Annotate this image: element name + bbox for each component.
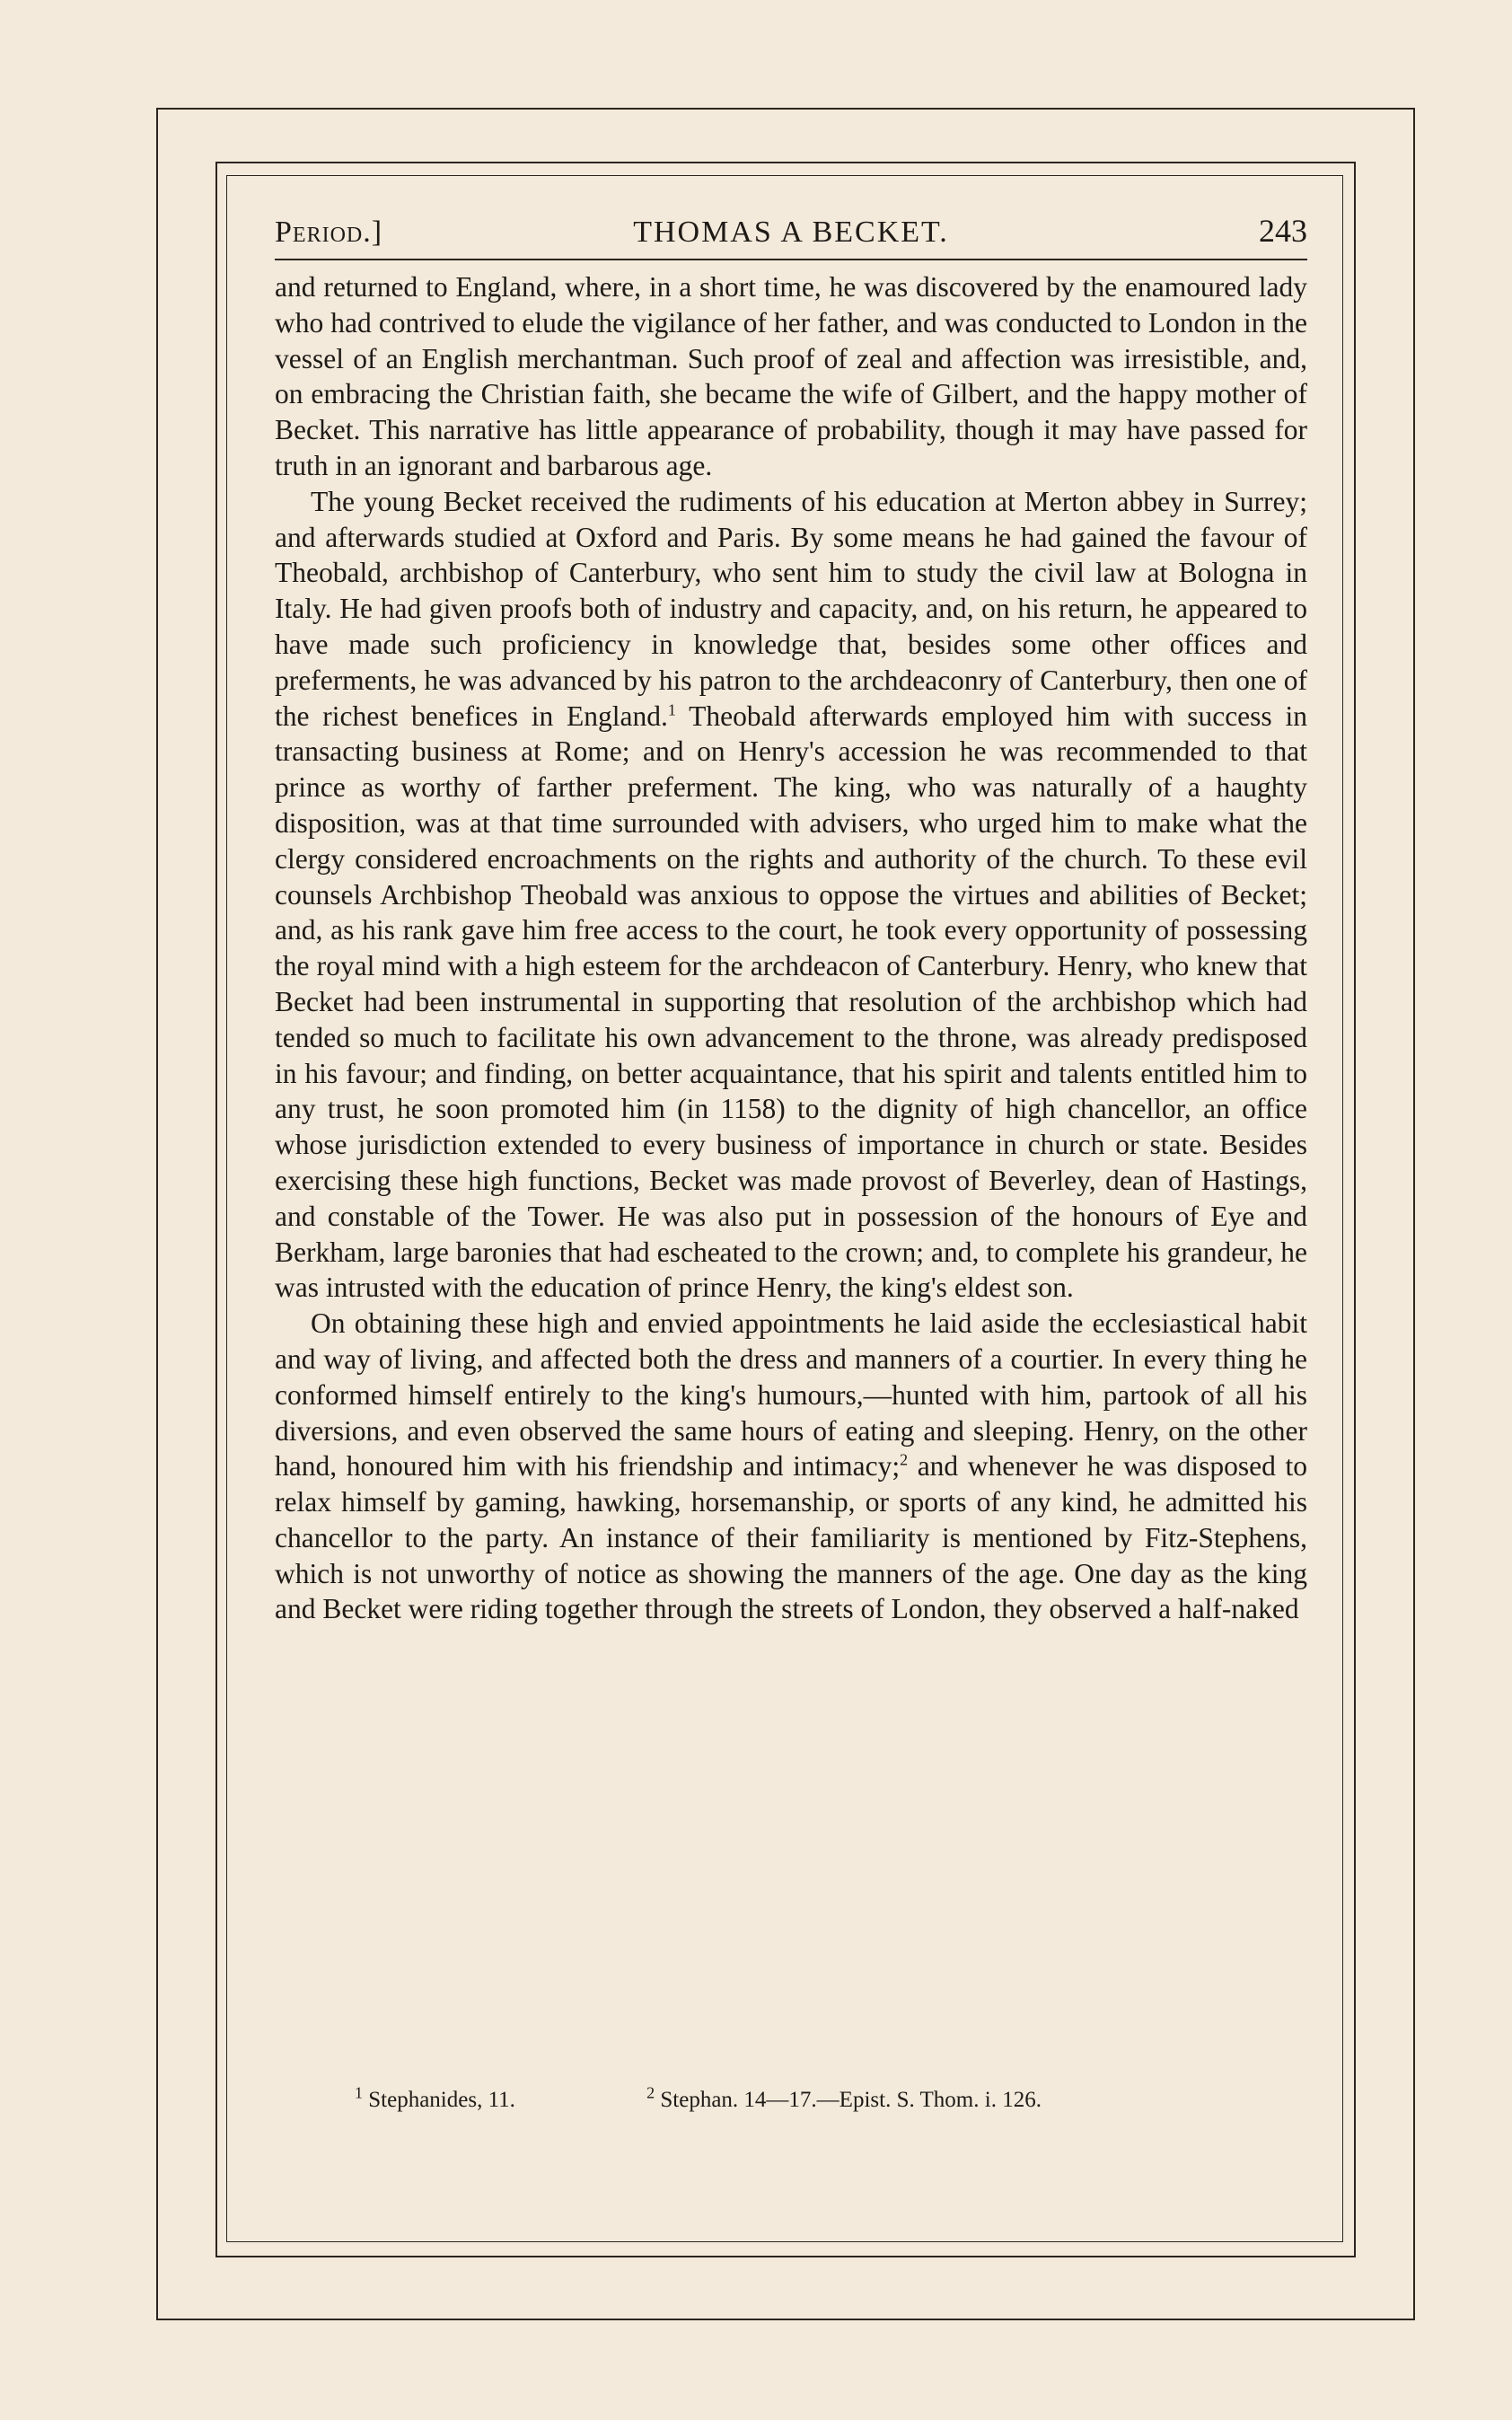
paragraph-text: and whenever he was disposed to relax himself by gaming, hawking, horsemanship, or sports of any kind, he admitted his chancellor to the party. An instance of their familiarity is mentioned by Fitz-Stephens, which is not unworthy of notice as showing the manners of the age. One day as the king and Becket were riding together through the streets of London, they observed a half-naked [275, 1450, 1308, 1625]
header-section: Period.] [275, 216, 383, 249]
footnotes [355, 2083, 1342, 2113]
paragraph [275, 269, 1307, 484]
footnote [646, 2083, 1042, 2113]
paragraph [275, 484, 1307, 1306]
paragraph-text: On obtaining these high and envied appointments he laid aside the ecclesiastical habit and way of living, and affected both the dress and manners of a courtier. In every thing he conformed himself entirely to the king's humours,—hunted with him, partook of all his diversions, and even observed the same hours of eating and sleeping. Henry, on the other hand, honoured him with his friendship and intimacy; [275, 1307, 1307, 1483]
footnote-ref: 1 [667, 700, 676, 719]
footnote [355, 2083, 515, 2113]
footnote-text: Stephanides, 11. [368, 2088, 515, 2112]
paragraph [275, 1306, 1307, 1627]
footnote-text: Stephan. 14—17.—Epist. S. Thom. i. 126. [660, 2088, 1042, 2112]
paragraph-text: and returned to England, where, in a short time, he was discovered by the enamoured lady who had contrived to elude the vigilance of her father, and was conducted to London in the vessel of an English merchantman. Such proof of zeal and affection was irresistible, and, on embracing the Christian faith, she became the wife of Gilbert, and the happy mother of Becket. This narrative has little appearance of probability, though it may have passed for truth in an ignorant and barbarous age. [275, 271, 1307, 481]
page-number: 243 [1259, 213, 1307, 249]
paragraph-text: Theobald afterwards employed him with success in transacting business at Rome; and on Henry's accession he was recommended to that prince as worthy of farther preferment. The king, who was naturally of a haughty disposition, was at that time surrounded with advisers, who urged him to make what the clergy considered encroachments on the rights and authority of the church. To these evil counsels Archbishop Theobald was anxious to oppose the virtues and abilities of Becket; and, as his rank gave him free access to the court, he took every opportunity of possessing the royal mind with a high esteem for the archdeacon of Canterbury. Henry, who knew that Becket had been instrumental in supporting that resolution of the archbishop which had tended so much to facilitate his own advancement to the throne, was already predisposed in his favour; and finding, on better acquaintance, that his spirit and talents entitled him to any trust, he soon promoted him (in 1158) to the dignity of high chancellor, an office whose jurisdiction extended to every business of importance in church or state. Besides exercising these high functions, Becket was made provost of Beverley, dean of Hastings, and constable of the Tower. He was also put in possession of the honours of Eye and Berkham, large baronies that had escheated to the crown; and, to complete his grandeur, he was intrusted with the education of prince Henry, the king's eldest son. [275, 700, 1307, 1304]
body-text [275, 269, 1307, 1627]
paragraph-text: The young Becket received the rudiments of his education at Merton abbey in Surrey; and afterwards studied at Oxford and Paris. By some means he had gained the favour of Theobald, archbishop of Canterbury, who sent him to study the civil law at Bologna in Italy. He had given proofs both of industry and capacity, and, on his return, he appeared to have made such proficiency in knowledge that, besides some other offices and preferments, he was advanced by his patron to the archdeaconry of Canterbury, then one of the richest benefices in England. [275, 485, 1307, 732]
running-header [275, 207, 1307, 260]
page-title: THOMAS A BECKET. [633, 216, 949, 249]
footnote-ref: 2 [900, 1450, 909, 1469]
footnote-mark: 2 [646, 2083, 655, 2102]
book-page [275, 207, 1307, 1627]
footnote-mark: 1 [355, 2083, 363, 2102]
